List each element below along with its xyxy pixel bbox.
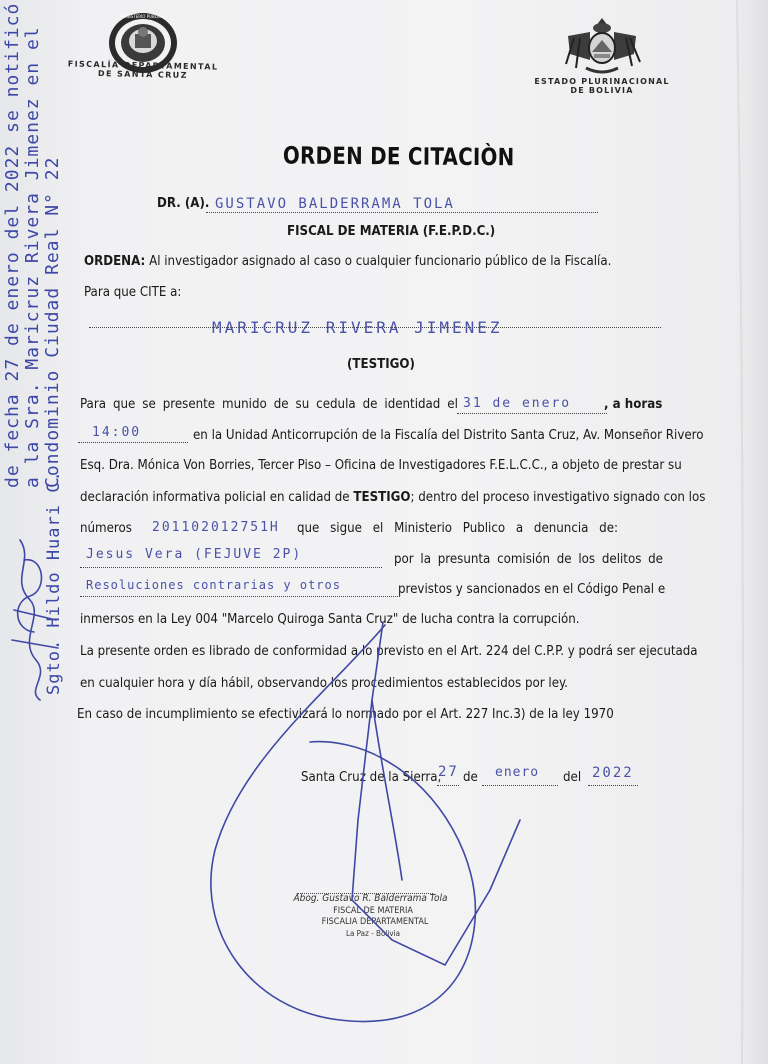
right-institution-name: ESTADO PLURINACIONAL DE BOLIVIA [534,77,670,95]
body-line-1b: , a horas [604,397,663,412]
body-line-3: Esq. Dra. Mónica Von Borries, Tercer Piso – Oficina de Investigadores F.E.L.C.C., a objeto de prestar su [80,458,682,473]
body-line-8: inmersos en la Ley 004 "Marcelo Quiroga Santa Cruz" de lucha contra la corrupción. [80,612,580,627]
complainant-line [80,567,382,568]
day-handwritten: 27 [438,764,459,780]
body-line-1a: Para que se presente munido de su cedula de identidad el [80,397,458,412]
margin-note-line-1: de fecha 27 de enero del 2022 se notificó [2,2,23,488]
complainant-handwritten: Jesus Vera (FEJUVE 2P) [86,547,303,562]
fiscal-name-handwritten: GUSTAVO BALDERRAMA TOLA [215,196,455,212]
date-line [457,413,607,414]
page-shadow [738,0,768,1064]
citado-name-handwritten: MARICRUZ RIVERA JIMENEZ [212,318,503,337]
document-title: ORDEN DE CITACIÒN [282,143,515,172]
citado-role: (TESTIGO) [347,357,415,372]
year-handwritten: 2022 [592,765,634,781]
body-line-9: La presente orden es librado de conformidad a lo previsto en el Art. 224 del C.P.P. y podrá ser ejecutada [80,644,698,659]
body-line-10: en cualquier hora y día hábil, observando los procedimientos establecidos por ley. [80,676,568,691]
date-de-1: de [463,770,478,785]
margin-note-line-4: Sgto. Hildo Huari C. [44,470,64,695]
month-handwritten: enero [495,765,540,780]
stamp-office: FISCALIA DEPARTAMENTAL [321,917,429,927]
time-line [78,442,188,443]
crimes-handwritten: Resoluciones contrarias y otros [86,578,341,592]
month-line [482,785,558,786]
body-line-4: declaración informativa policial en calidad de TESTIGO; dentro del proceso investigativo signado con los [80,490,706,505]
body-line-11: En caso de incumplimiento se efectivizará lo normado por el Art. 227 Inc.3) de la ley 1970 [77,707,614,722]
date-de-2: del [563,770,582,785]
body-line-6b: por la presunta comisión de los delitos de [394,552,663,567]
body-line-2: en la Unidad Anticorrupción de la Fiscalía del Distrito Santa Cruz, Av. Monseñor Rivero [193,428,704,443]
svg-text:MINISTERIO PÚBLICO: MINISTERIO PÚBLICO [121,14,165,19]
time-handwritten: 14:00 [92,425,142,440]
year-line [588,785,638,786]
body-line-5a: números [80,521,132,536]
body-line-7b: previstos y sancionados en el Código Penal e [398,582,666,597]
day-line [437,785,459,786]
case-number-handwritten: 201102012751H [152,520,280,535]
fiscal-prefix: DR. (A). [157,196,210,211]
left-institution-name: FISCALÍA DEPARTAMENTAL DE SANTA CRUZ [67,59,219,80]
margin-note-line-3: Condominio Ciudad Real N° 22 [42,156,63,488]
date-handwritten: 31 de enero [463,396,572,411]
stamp-city: La Paz - Bolivia [345,929,401,938]
crimes-line [80,596,400,597]
ordena-line: ORDENA: Al investigador asignado al caso o cualquier funcionario público de la Fiscalía. [84,254,612,269]
fiscal-name-line [206,212,598,213]
date-place: Santa Cruz de la Sierra, [301,770,442,785]
bolivia-coat-of-arms-icon [560,14,644,76]
stamp-name: Abog. Gustavo R. Balderrama Tola [293,893,448,904]
fiscal-role: FISCAL DE MATERIA (F.E.P.D.C.) [287,224,496,239]
body-line-5b: que sigue el Ministerio Publico a denuncia de: [297,521,619,536]
margin-note-line-2: a la Sra. Maricruz Rivera Jimenez en el [22,26,43,488]
para-que-cite: Para que CITE a: [84,285,182,300]
stamp-role: FISCAL DE MATERIA [333,906,413,916]
